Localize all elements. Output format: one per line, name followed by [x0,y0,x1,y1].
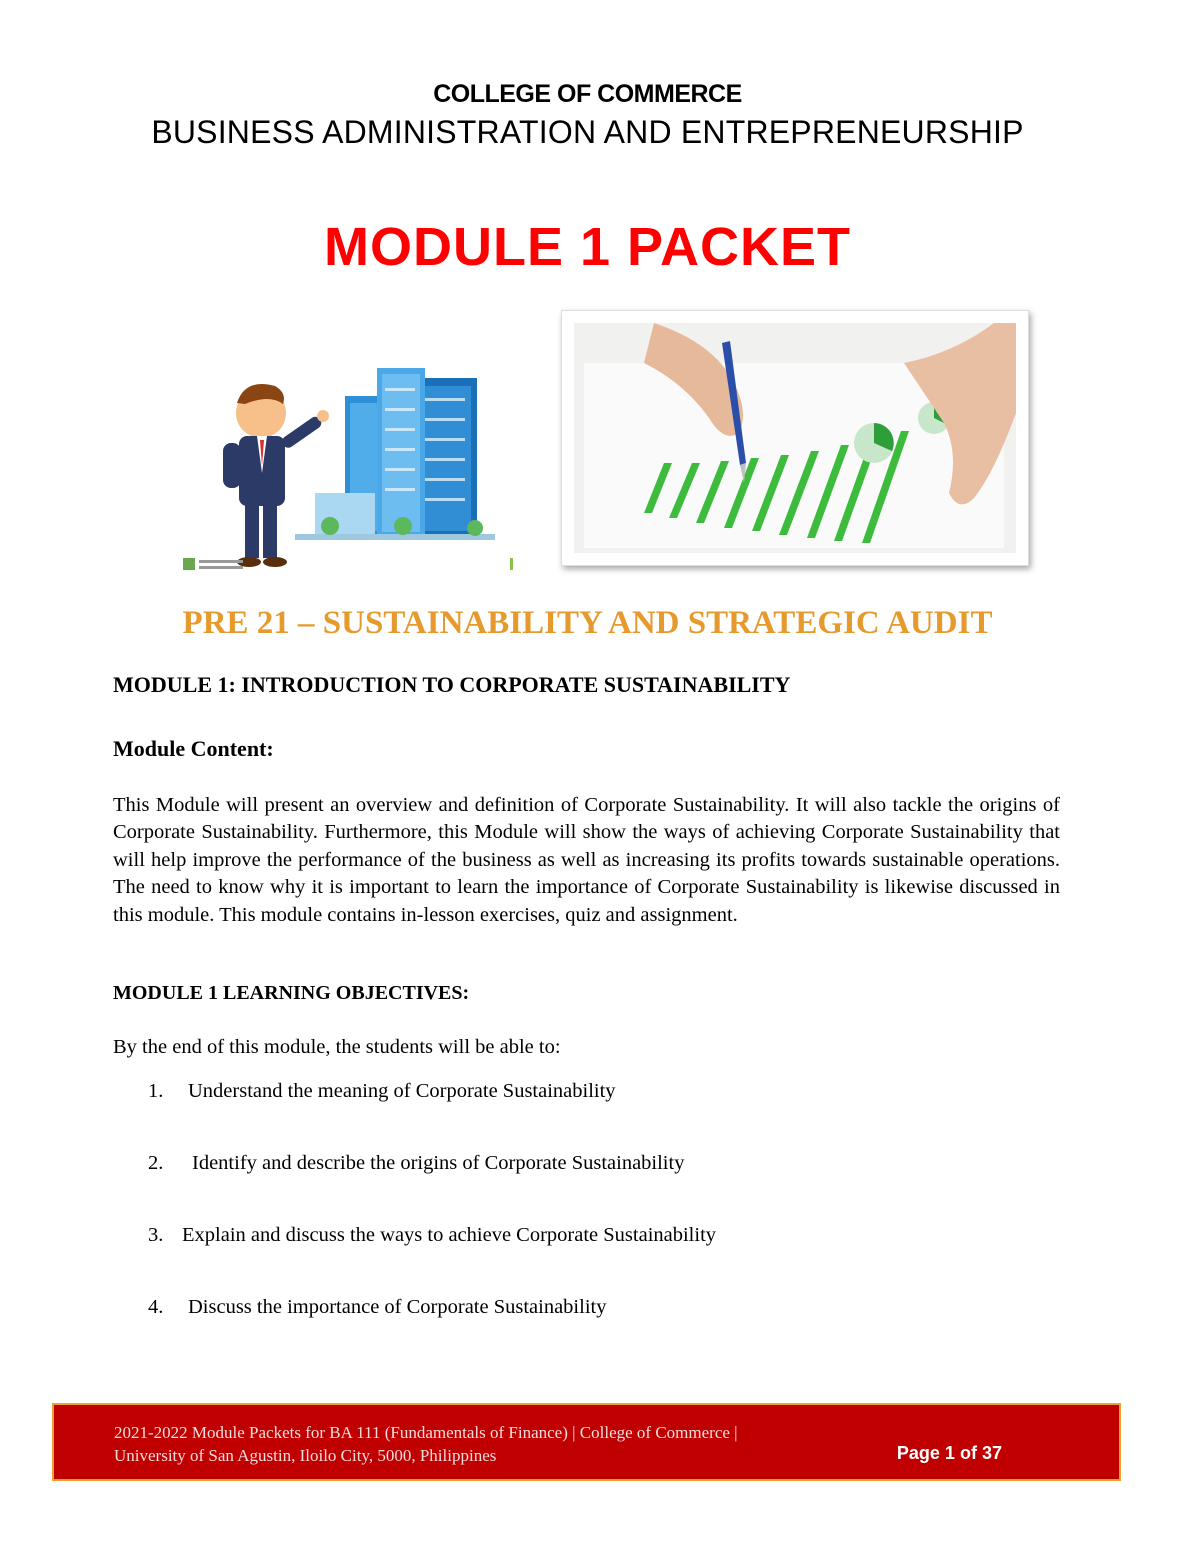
objective-text: Explain and discuss the ways to achieve Corporate Sustainability [182,1224,717,1246]
objective-item [148,1080,616,1103]
module-heading: MODULE 1: INTRODUCTION TO CORPORATE SUSTAINABILITY [113,672,791,697]
objective-text: Understand the meaning of Corporate Sustainability [188,1080,616,1102]
page-of-label: of [959,1443,977,1463]
objective-number: 3. [148,1224,164,1246]
objectives-intro: By the end of this module, the students will be able to: [113,1036,561,1058]
businessman-buildings-illustration [175,308,520,580]
objective-item [148,1152,684,1175]
course-title: PRE 21 – SUSTAINABILITY AND STRATEGIC AUDIT [182,605,993,641]
objective-item [148,1296,606,1319]
objective-number: 2. [148,1152,164,1174]
department-name: BUSINESS ADMINISTRATION AND ENTREPRENEURSHIP [151,114,1024,150]
chart-analysis-photo [561,310,1029,566]
objective-text: Discuss the importance of Corporate Sustainability [188,1296,607,1318]
module-content-heading: Module Content: [113,736,274,761]
page-current: 1 [944,1443,955,1463]
page-label: Page [896,1443,940,1463]
module-title: MODULE 1 PACKET [323,217,852,277]
footer-line-1: 2021-2022 Module Packets for BA 111 (Fundamentals of Finance) | College of Commerce | [114,1423,738,1442]
footer-line-2: University of San Agustin, Iloilo City, 5000, Philippines [114,1446,497,1465]
page-total: 37 [981,1443,1002,1463]
page-footer [52,1403,1121,1481]
college-name: COLLEGE OF COMMERCE [433,80,742,108]
objective-item [148,1224,716,1247]
module-content-paragraph: This Module will present an overview and definition of Corporate Sustainability. It will also tackle the origins of Corporate Sustainability. Furthermore, this Module will show the ways of achieving Corporate Sustainability that will help improve the performance of the business as well as increasing its profits towards sustainable operations. The need to know why it is important to learn the importance of Corporate Sustainability is likewise discussed in this module. This module contains in-lesson exercises, quiz and assignment. [113,794,1060,926]
objective-number: 4. [148,1296,164,1318]
objective-number: 1. [148,1080,164,1102]
learning-objectives-heading: MODULE 1 LEARNING OBJECTIVES: [113,982,470,1004]
objective-text: Identify and describe the origins of Corporate Sustainability [192,1152,685,1174]
page-number [897,1443,1002,1464]
